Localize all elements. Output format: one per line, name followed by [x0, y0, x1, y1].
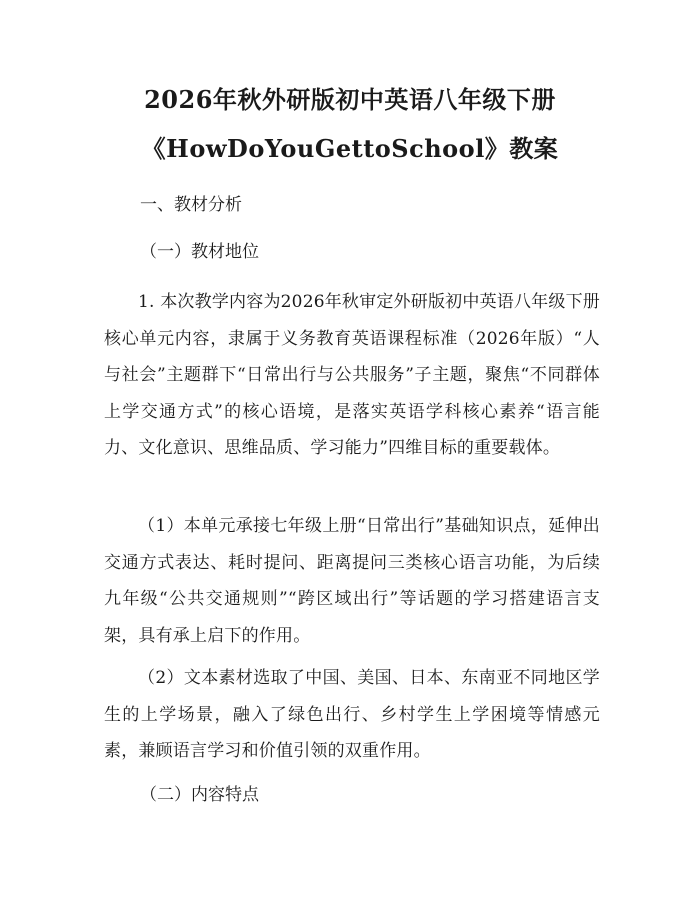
- section-heading-textbook-analysis: 一、教材分析: [140, 195, 242, 215]
- document-title-line-2: 《HowDoYouGettoSchool》教案: [141, 134, 559, 163]
- subsection-heading-content-features: （二）内容特点: [140, 785, 259, 805]
- document-title-line-1: 2026年秋外研版初中英语八年级下册: [144, 85, 556, 114]
- paragraph-teaching-content: 1. 本次教学内容为2026年秋审定外研版初中英语八年级下册核心单元内容，隶属于义务教育英语课程标准（2026年版）“人与社会”主题群下“日常出行与公共服务”子主题，聚焦“不同群体上学交通方式”的核心语境，是落实英语学科核心素养“语言能力、文化意识、思维品质、学习能力”四维目标的重要载体。: [104, 292, 600, 459]
- paragraph-unit-connection: （1）本单元承接七年级上册“日常出行”基础知识点，延伸出交通方式表达、耗时提问、距离提问三类核心语言功能，为后续九年级“公共交通规则”“跨区域出行”等话题的学习搭建语言支架，具有承上启下的作用。: [104, 516, 600, 646]
- subsection-heading-textbook-position: （一）教材地位: [140, 242, 259, 262]
- paragraph-text-materials: （2）文本素材选取了中国、美国、日本、东南亚不同地区学生的上学场景，融入了绿色出行、乡村学生上学困境等情感元素，兼顾语言学习和价值引领的双重作用。: [104, 668, 600, 762]
